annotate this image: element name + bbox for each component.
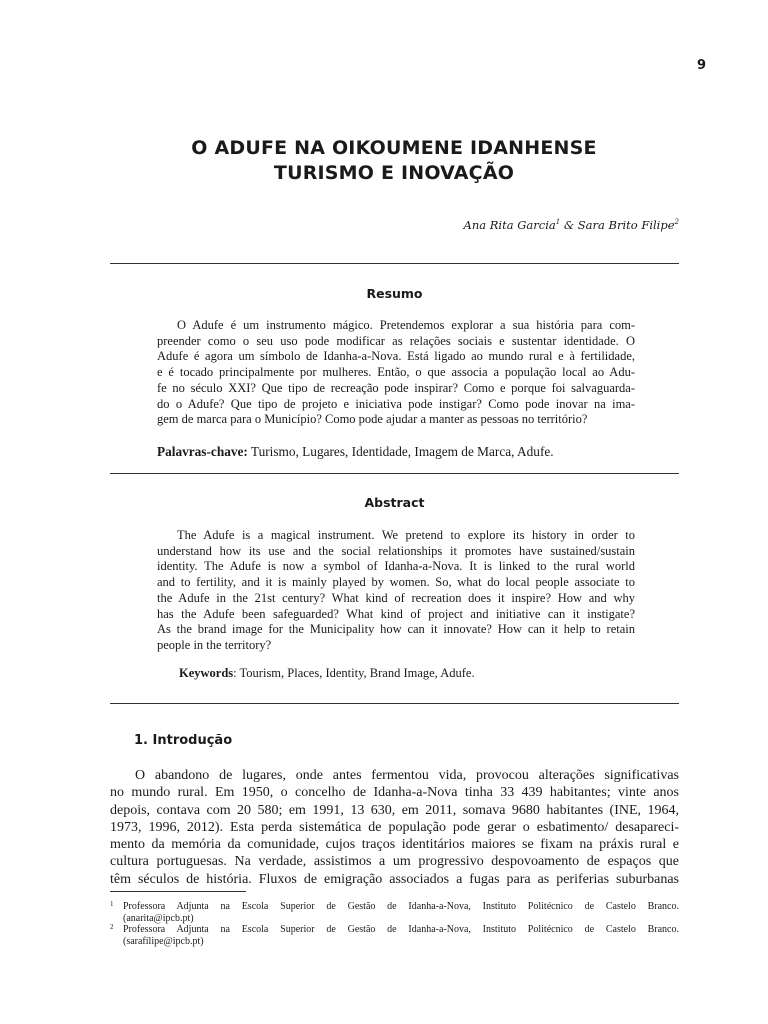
footnote-text: Professora Adjunta na Escola Superior de Gestão de Idanha-a-Nova, Instituto Politécnico de Castelo Branco.	[123, 901, 679, 912]
abstract-heading: Abstract	[364, 495, 425, 510]
page-number: 9	[696, 58, 706, 73]
abstract-line: has the Adufe been safeguarded? What kind of project and initiative can it instigate?	[157, 606, 635, 621]
footnote-number: 1	[110, 900, 114, 908]
divider-bottom	[110, 703, 679, 704]
title-line-1: O ADUFE NA OIKOUMENE IDANHENSE	[191, 137, 597, 159]
keywords-label: Keywords	[179, 666, 234, 680]
abstract-line: As the brand image for the Municipality how can it innovate? How can it help to retain	[157, 622, 635, 637]
footnote-number: 2	[110, 923, 114, 931]
body-line: cultura portuguesas. Na verdade, assistimos a um progressivo despovoamento de espaços que	[110, 854, 679, 870]
article-title	[110, 136, 678, 186]
author-separator: &	[560, 218, 578, 232]
footnote-text: Professora Adjunta na Escola Superior de Gestão de Idanha-a-Nova, Instituto Politécnico de Castelo Branco.	[123, 924, 679, 935]
body-line: 1973, 1996, 2012). Esta perda sistemática de população pode gerar o esbatimento/ desapareci-	[110, 819, 679, 835]
abstract-line: people in the territory?	[157, 637, 272, 652]
body-line: O abandono de lugares, onde antes fermentou vida, provocou alterações significativas	[135, 768, 679, 783]
title-line-2: TURISMO E INOVAÇÃO	[273, 162, 515, 184]
footnote-ref-1: 1	[555, 218, 561, 227]
introducao-heading: 1. Introdução	[134, 733, 233, 748]
footnote-email: (sarafilipe@ipcb.pt)	[123, 935, 204, 947]
author-2: Sara Brito Filipe	[577, 218, 675, 232]
footnote-email: (anarita@ipcb.pt)	[123, 912, 194, 924]
resumo-line: fe no século XXI? Que tipo de recreação pode inspirar? Como e porque foi salvaguarda-	[157, 380, 635, 395]
keywords-text: Turismo, Lugares, Identidade, Imagem de Marca, Adufe.	[247, 444, 554, 459]
body-line: depois, contava com 20 580; em 1991, 13 630, em 2011, somava 9680 habitantes (INE, 1964,	[110, 802, 679, 818]
resumo-line: do o Adufe? Que tipo de projeto e iniciativa pode instigar? Como pode inovar na ima-	[157, 396, 635, 411]
author-1: Ana Rita Garcia	[463, 218, 556, 232]
resumo-paragraph	[157, 318, 635, 428]
resumo-line: gem de marca para o Município? Como pode ajudar a manter as pessoas no território?	[157, 412, 588, 427]
abstract-line: the Adufe in the 21st century? What kind of recreation does it inspire? How and why	[157, 590, 635, 605]
resumo-keywords	[157, 444, 635, 460]
abstract-line: understand how its use and the social relationships it promotes have sustained/sustain	[157, 543, 635, 558]
resumo-line: e é tocado principalmente por mulheres. Então, o que associa a população local ao Adu-	[157, 365, 635, 380]
abstract-line: identity. The Adufe is now a symbol of Idanha-a-Nova. It is linked to the rural world	[157, 559, 635, 574]
introducao-paragraph	[110, 767, 679, 888]
resumo-line: O Adufe é um instrumento mágico. Pretendemos explorar a sua história para com-	[177, 318, 635, 332]
footnote-divider	[110, 891, 246, 892]
footnote-2	[110, 924, 679, 947]
resumo-line: Adufe é agora um símbolo de Idanha-a-Nova. Está ligado ao mundo rural e à fertilidade,	[157, 349, 635, 364]
body-line: mento da memória da comunidade, cujos traços identitários maiores se fixam na práxis rural e	[110, 837, 679, 853]
abstract-paragraph	[157, 528, 635, 654]
divider-middle	[110, 473, 679, 474]
abstract-line: and to fertility, and it is mainly played by women. So, what do local people associate to	[157, 575, 635, 590]
resumo-heading: Resumo	[366, 286, 423, 301]
footnote-1	[110, 901, 679, 924]
divider-top	[110, 263, 679, 264]
keywords-label: Palavras-chave:	[157, 444, 248, 459]
resumo-line: preender como o seu uso pode modificar as relações sociais e sustentar identidade. O	[157, 333, 635, 348]
authors-line	[300, 218, 679, 232]
footnote-ref-2: 2	[674, 218, 679, 227]
keywords-text: : Tourism, Places, Identity, Brand Image, Adufe.	[233, 666, 475, 680]
abstract-keywords	[179, 666, 657, 681]
body-line: no mundo rural. Em 1950, o concelho de Idanha-a-Nova tinha 33 439 habitantes; vinte anos	[110, 785, 679, 801]
body-line: têm séculos de história. Fluxos de emigração associados a fugas para as periferias suburbanas	[110, 871, 679, 887]
abstract-line: The Adufe is a magical instrument. We pretend to explore its history in order to	[177, 528, 635, 542]
